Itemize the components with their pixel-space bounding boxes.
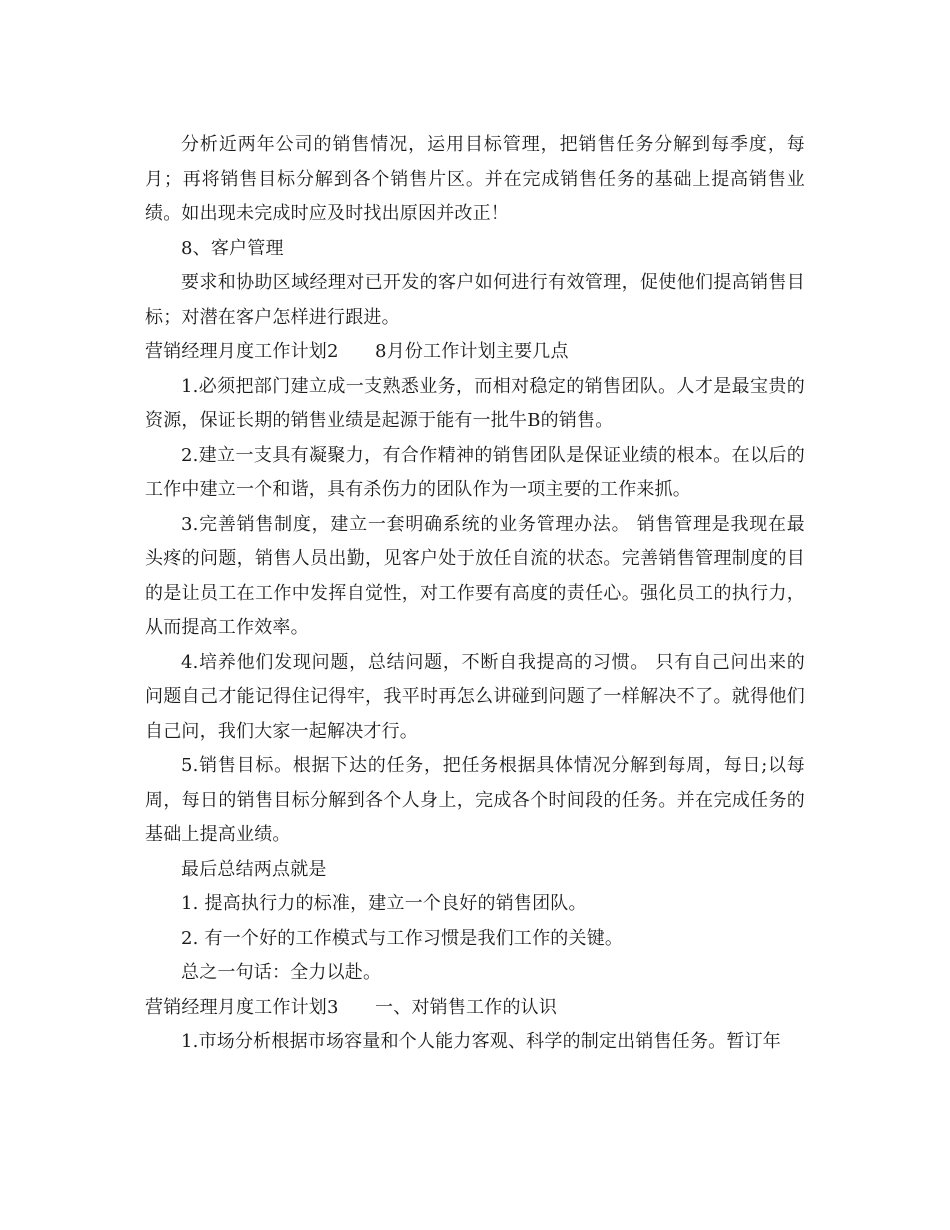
document-body (145, 128, 805, 1060)
list-item: 2. 有一个好的工作模式与工作习惯是我们工作的关键。 (181, 927, 624, 949)
paragraph: 总之一句话：全力以赴。 (181, 962, 382, 983)
list-item: 4.培养他们发现问题，总结问题，不断自我提高的习惯。 只有自己问出来的问题自己才能记得住记得牢，我平时再怎么讲碰到问题了一样解决不了。就得他们自己问，我们大家一起解决才行。 (145, 651, 805, 742)
list-item: 5.销售目标。根据下达的任务，把任务根据具体情况分解到每周，每日;以每周，每日的销售目标分解到各个人身上，完成各个时间段的任务。并在完成任务的基础上提高业绩。 (145, 755, 805, 845)
list-item: 1.必须把部门建立成一支熟悉业务，而相对稳定的销售团队。人才是最宝贵的资源，保证长期的销售业绩是起源于能有一批牛B的销售。 (145, 375, 805, 431)
paragraph: 最后总结两点就是 (181, 858, 327, 880)
section-heading: 8、客户管理 (181, 237, 284, 259)
plan-title: 营销经理月度工作计划3 一、对销售工作的认识 (145, 996, 558, 1018)
paragraph: 要求和协助区域经理对已开发的客户如何进行有效管理，促使他们提高销售目标；对潜在客户怎样进行跟进。 (145, 272, 805, 328)
list-item: 1. 提高执行力的标准，建立一个良好的销售团队。 (181, 893, 587, 914)
list-item: 2.建立一支具有凝聚力，有合作精神的销售团队是保证业绩的根本。在以后的工作中建立一个和谐，具有杀伤力的团队作为一项主要的工作来抓。 (145, 444, 805, 500)
list-item: 1.市场分析根据市场容量和个人能力客观、科学的制定出销售任务。暂订年 (181, 1031, 781, 1052)
paragraph: 分析近两年公司的销售情况，运用目标管理，把销售任务分解到每季度，每月；再将销售目标分解到各个销售片区。并在完成销售任务的基础上提高销售业绩。如出现未完成时应及时找出原因并改正！ (145, 134, 805, 224)
list-item: 3.完善销售制度，建立一套明确系统的业务管理办法。 销售管理是我现在最头疼的问题，销售人员出勤，见客户处于放任自流的状态。完善销售管理制度的目的是让员工在工作中发挥自觉性，对工作要有高度的责任心。强化员工的执行力，从而提高工作效率。 (145, 513, 805, 638)
plan-title: 营销经理月度工作计划2 8月份工作计划主要几点 (145, 341, 569, 362)
